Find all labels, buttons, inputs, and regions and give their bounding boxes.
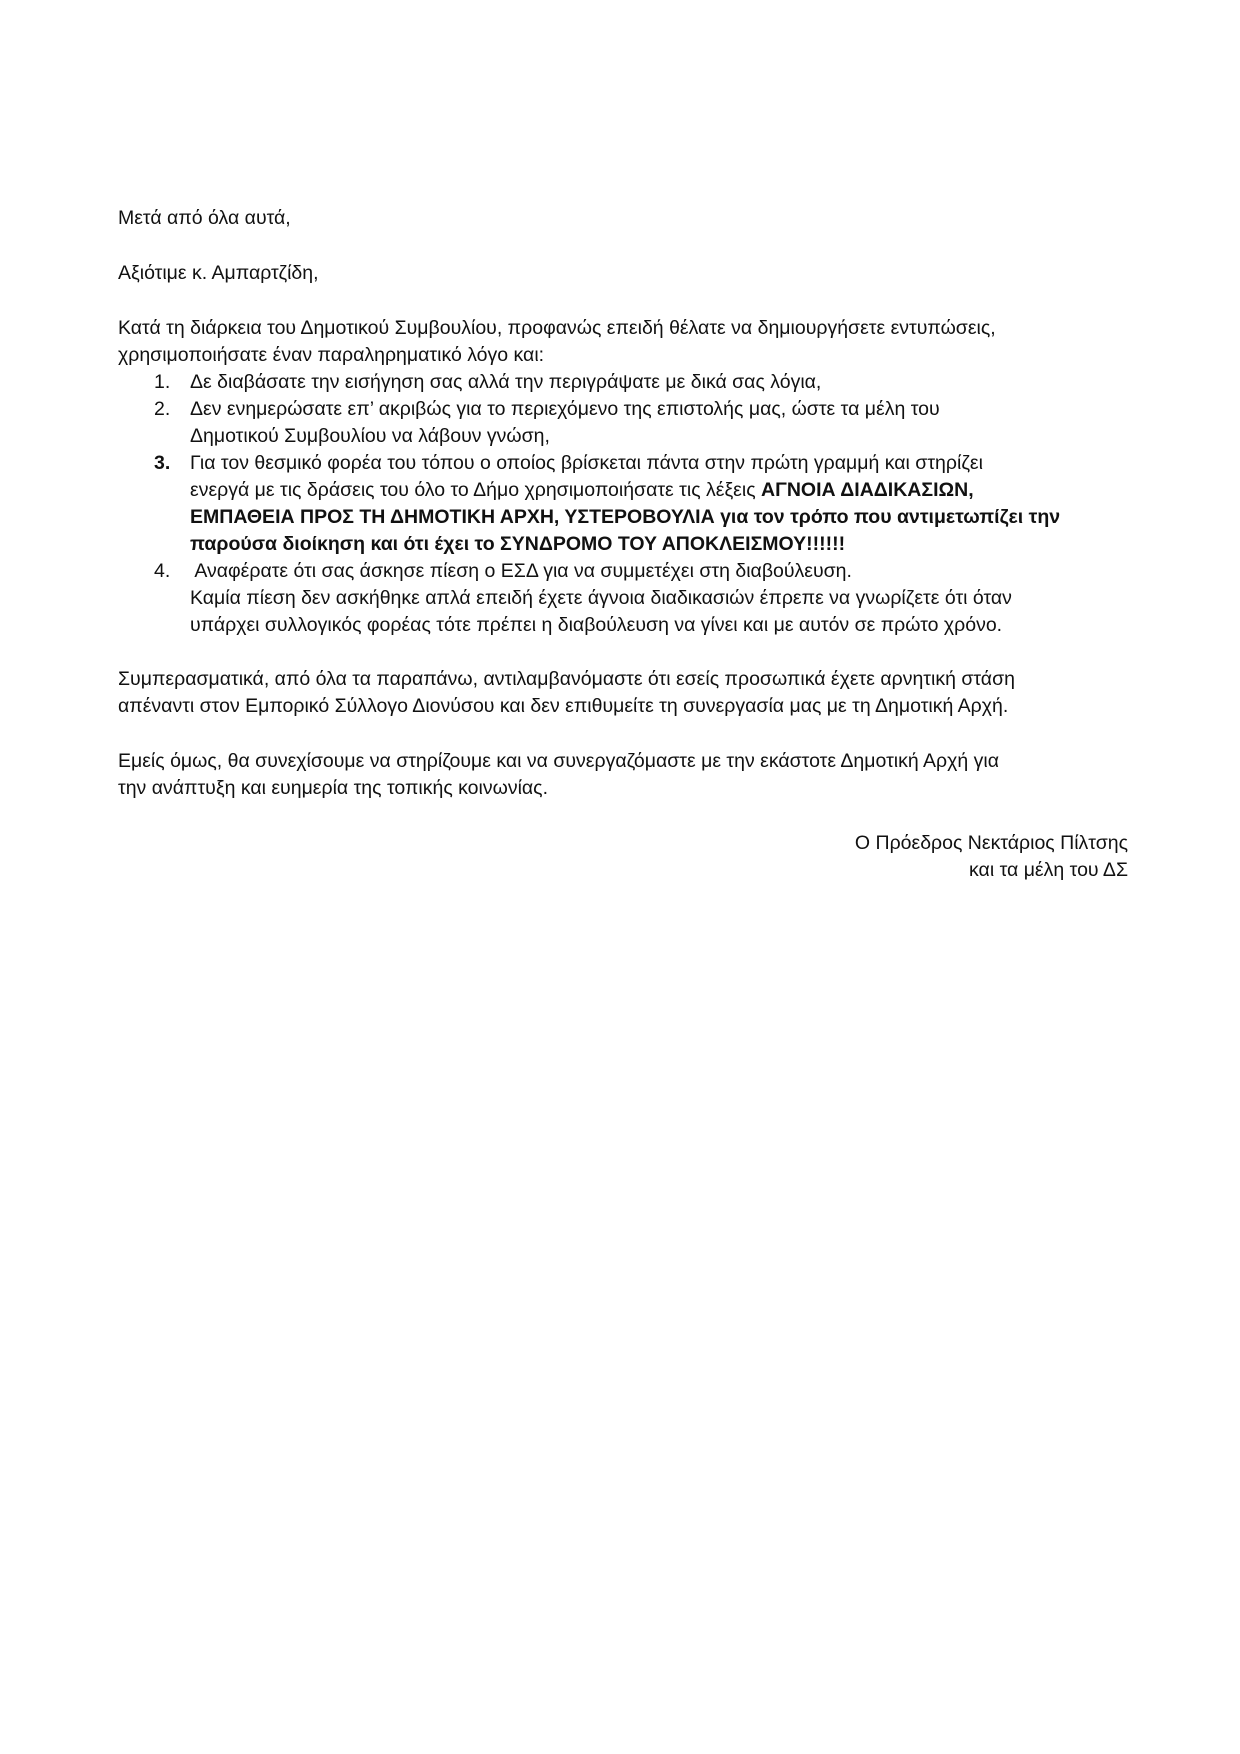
list-item (118, 369, 1128, 396)
opening-line (118, 205, 1128, 232)
salutation-text: Αξιότιμε κ. Αμπαρτζίδη, (118, 262, 319, 284)
signature-block (118, 830, 1128, 884)
list-item-text (190, 369, 1128, 396)
letter-page (118, 205, 1128, 884)
conclusion-line: Συμπερασματικά, από όλα τα παραπάνω, αντιλαμβανόμαστε ότι εσείς προσωπικά έχετε αρνητική στάση (118, 668, 1015, 690)
list-item-text-bold: ΑΓΝΟΙΑ ΔΙΑΔΙΚΑΣΙΩΝ, (761, 479, 974, 501)
list-number: 1. (154, 371, 171, 393)
conclusion-line: απέναντι στον Εμπορικό Σύλλογο Διονύσου και δεν επιθυμείτε τη συνεργασία μας με τη Δημοτική Αρχή. (118, 695, 1009, 717)
intro-paragraph (118, 315, 1128, 369)
list-item-line: Αναφέρατε ότι σας άσκησε πίεση ο ΕΣΔ για να συμμετέχει στη διαβούλευση. (190, 560, 852, 582)
closing-line: Εμείς όμως, θα συνεχίσουμε να στηρίζουμε και να συνεργαζόμαστε με την εκάστοτε Δημοτική Αρχή για (118, 750, 999, 772)
opening-text: Μετά από όλα αυτά, (118, 207, 291, 229)
numbered-list (118, 369, 1128, 639)
list-item-line: Δημοτικού Συμβουλίου να λάβουν γνώση, (190, 425, 550, 447)
intro-line: Κατά τη διάρκεια του Δημοτικού Συμβουλίου, προφανώς επειδή θέλατε να δημιουργήσετε εντυπώσεις, (118, 317, 996, 339)
list-item-line (190, 477, 1128, 504)
closing-paragraph (118, 748, 1128, 802)
closing-line: την ανάπτυξη και ευημερία της τοπικής κοινωνίας. (118, 777, 548, 799)
list-item-line: Για τον θεσμικό φορέα του τόπου ο οποίος βρίσκεται πάντα στην πρώτη γραμμή και στηρίζει (190, 452, 983, 474)
list-number: 2. (154, 398, 171, 420)
list-item-line: Δεν ενημερώσατε επ’ ακριβώς για το περιεχόμενο της επιστολής μας, ώστε τα μέλη του (190, 398, 940, 420)
signature-line: Ο Πρόεδρος Νεκτάριος Πίλτσης (854, 832, 1128, 854)
list-item (118, 396, 1128, 450)
list-item-line (190, 531, 1128, 558)
list-item-line: Καμία πίεση δεν ασκήθηκε απλά επειδή έχετε άγνοια διαδικασιών έπρεπε να γνωρίζετε ότι όταν (190, 587, 1012, 609)
list-item-line (190, 504, 1128, 531)
list-item-text (190, 558, 1128, 639)
list-item (118, 450, 1128, 558)
signature-line: και τα μέλη του ΔΣ (969, 859, 1128, 881)
intro-line: χρησιμοποιήσατε έναν παραληρηματικό λόγο και: (118, 344, 545, 366)
list-item-text (190, 450, 1128, 558)
conclusion-paragraph (118, 666, 1128, 720)
list-item-line: υπάρχει συλλογικός φορέας τότε πρέπει η διαβούλευση να γίνει και με αυτόν σε πρώτο χρόνο. (190, 614, 1003, 636)
list-item-line: Δε διαβάσατε την εισήγηση σας αλλά την περιγράψατε με δικά σας λόγια, (190, 371, 822, 393)
list-item-text (190, 396, 1128, 450)
list-number: 4. (154, 560, 171, 582)
list-item (118, 558, 1128, 639)
list-number: 3. (154, 452, 171, 474)
list-item-text-normal: ενεργά με τις δράσεις του όλο το Δήμο χρησιμοποιήσατε τις λέξεις (190, 479, 762, 501)
salutation (118, 260, 1128, 287)
list-item-text-bold: παρούσα διοίκηση και ότι έχει το ΣΥΝΔΡΟΜΟ ΤΟΥ ΑΠΟΚΛΕΙΣΜΟΥ!!!!!! (190, 533, 846, 555)
list-item-text-bold: ΕΜΠΑΘΕΙΑ ΠΡΟΣ ΤΗ ΔΗΜΟΤΙΚΗ ΑΡΧΗ, ΥΣΤΕΡΟΒΟΥΛΙΑ για τον τρόπο που αντιμετωπίζει την (190, 506, 1061, 528)
